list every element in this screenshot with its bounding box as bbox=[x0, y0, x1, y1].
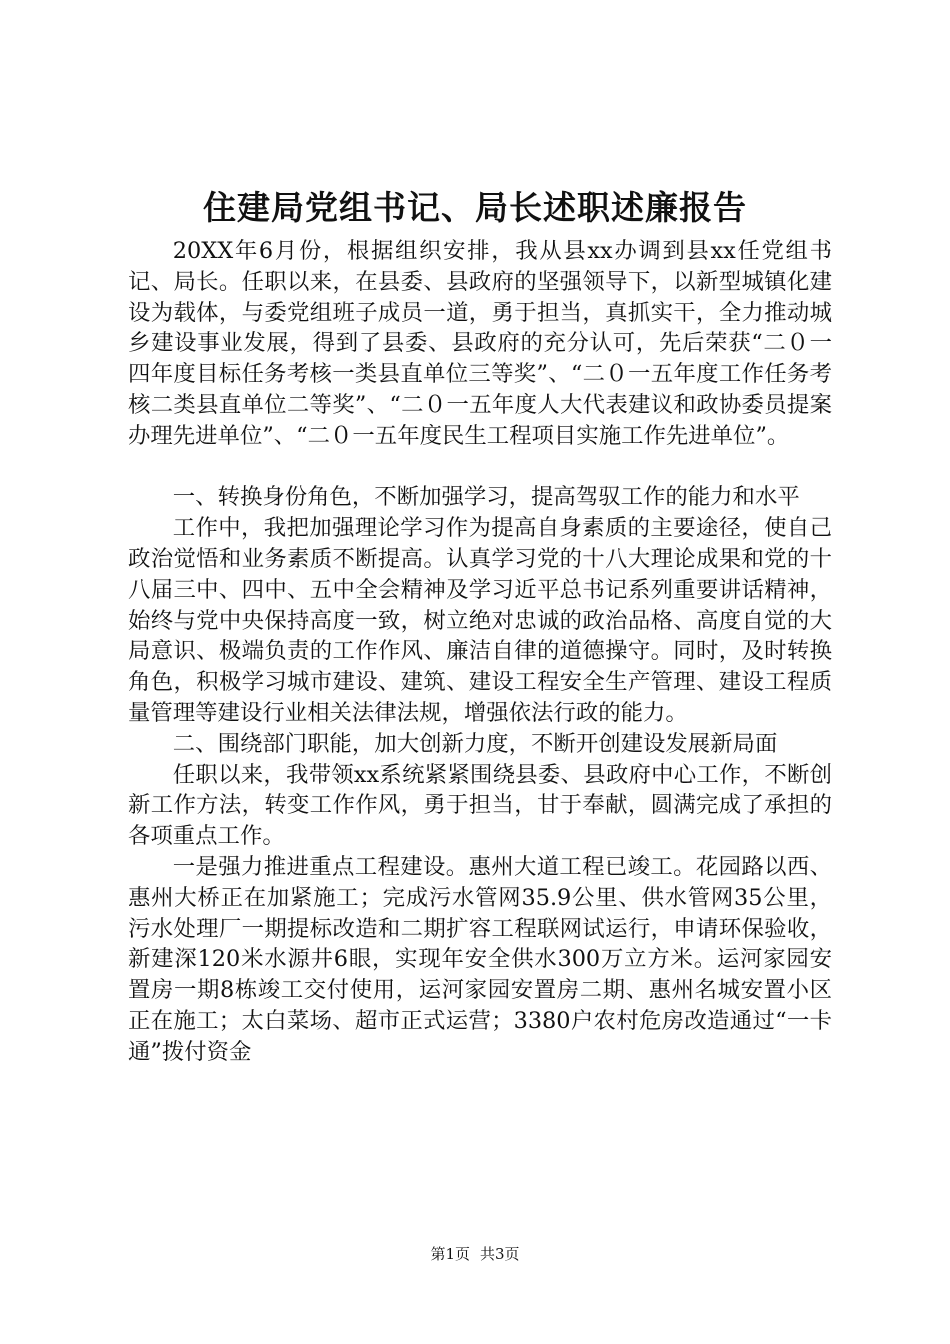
page-total: 共3页 bbox=[480, 1245, 520, 1263]
paragraph-key-projects: 一是强力推进重点工程建设。惠州大道工程已竣工。花园路以西、惠州大桥正在加紧施工；完成污水管网35.9公里、供水管网35公里，污水处理厂一期提标改造和二期扩容工程联网试运行，申请环保验收，新建深120米水源井6眼，实现年安全供水300万立方米。运河家园安置房一期8栋竣工交付使用，运河家园安置房二期、惠州名城安置小区正在施工；太白菜场、超市正式运营；3380户农村危房改造通过“一卡通”拨付资金 bbox=[128, 853, 832, 1065]
section-heading-1: 一、转换身份角色，不断加强学习，提高驾驭工作的能力和水平 bbox=[172, 484, 800, 511]
paragraph-intro: 20XX年6月份，根据组织安排，我从县xx办调到县xx任党组书记、局长。任职以来，在县委、县政府的坚强领导下，以新型城镇化建设为载体，与委党组班子成员一道，勇于担当，真抓实干，全力推动城乡建设事业发展，得到了县委、县政府的充分认可，先后荣获“二０一四年度目标任务考核一类县直单位三等奖”、“二０一五年度工作任务考核二类县直单位二等奖”、“二０一五年度人大代表建议和政协委员提案办理先进单位”、“二０一五年度民生工程项目实施工作先进单位”。 bbox=[128, 238, 832, 449]
document-title: 住建局党组书记、局长述职述廉报告 bbox=[203, 188, 747, 227]
section-heading-2: 二、围绕部门职能，加大创新力度，不断开创建设发展新局面 bbox=[172, 730, 778, 757]
page-number: 第1页 bbox=[430, 1245, 470, 1263]
paragraph-innovation: 任职以来，我带领xx系统紧紧围绕县委、县政府中心工作，不断创新工作方法，转变工作作风，勇于担当，甘于奉献，圆满完成了承担的各项重点工作。 bbox=[128, 761, 832, 850]
document-body bbox=[128, 236, 832, 1068]
page-footer bbox=[0, 1244, 950, 1264]
paragraph-study: 工作中，我把加强理论学习作为提高自身素质的主要途径，使自己政治觉悟和业务素质不断提高。认真学习党的十八大理论成果和党的十八届三中、四中、五中全会精神及学习近平总书记系列重要讲话精神，始终与党中央保持高度一致，树立绝对忠诚的政治品格、高度自觉的大局意识、极端负责的工作作风、廉洁自律的道德操守。同时，及时转换角色，积极学习城市建设、建筑、建设工程安全生产管理、建设工程质量管理等建设行业相关法律法规，增强依法行政的能力。 bbox=[128, 515, 832, 726]
